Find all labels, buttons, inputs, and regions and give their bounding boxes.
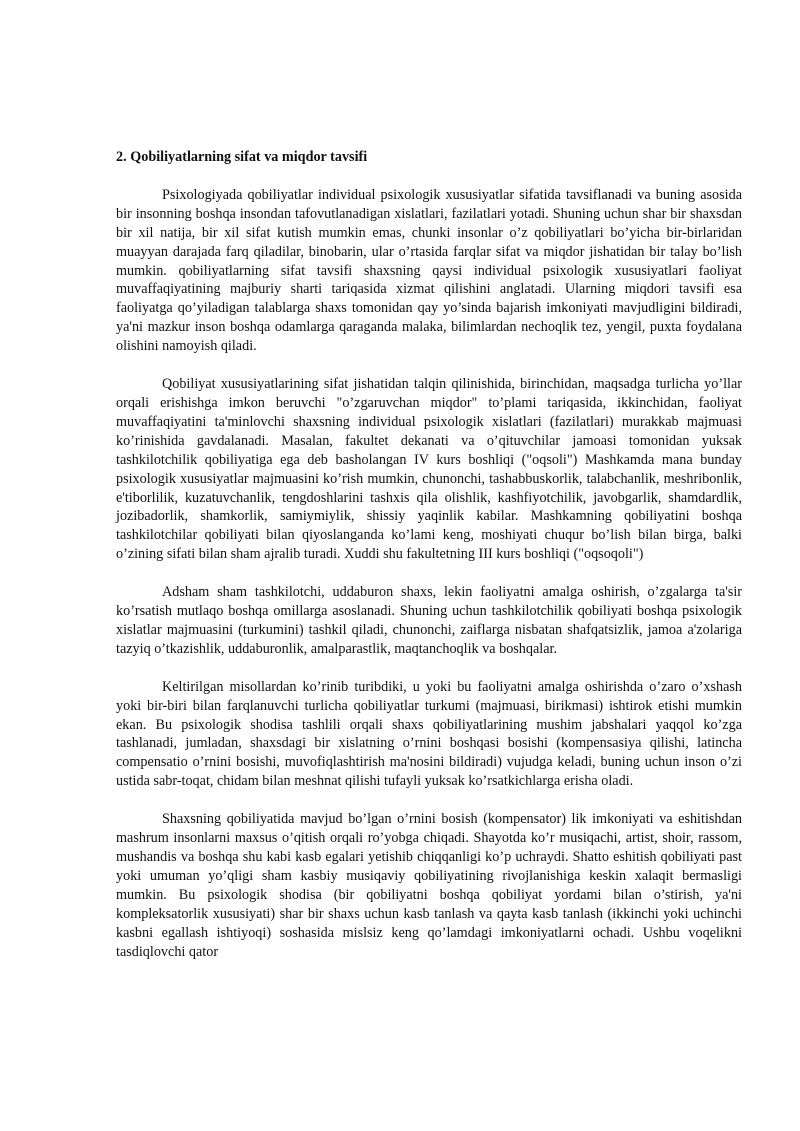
- body-paragraph-3: Adsham sham tashkilotchi, uddaburon shaxs, lekin faoliyatni amalga oshirish, o’zgalarga ta'sir ko’rsatish mutlaqo boshqa omillarga asoslanadi. Shuning uchun tashkilotchilik qobiliyati boshqa psixologik xislatlar majmuasini (turkumini) tashkil qiladi, chunonchi, zaiflarga nisbatan shafqatsizlik, jamoa a'zolariga tazyiq o’tkazishlik, uddaburonlik, amalparastlik, maqtanchoqlik va boshqalar.: [116, 584, 742, 657]
- body-paragraph-2: Qobiliyat xususiyatlarining sifat jishatidan talqin qilinishida, birinchidan, maqsadga turlicha yo’llar orqali erishishga imkon beruvchi "o’zgaruvchan miqdor" to’plami tariqasida, ikkinchidan, faoliyat muvaffaqiyatini ta'minlovchi shaxsning individual psixologik xislatlari (fazilatlari) murakkab majmuasi ko’rinishida gavdalanadi. Masalan, fakultet dekanati va o’qituvchilar jamoasi tomonidan yuksak tashkilotchilik qobiliyatiga ega deb basholangan IV kurs boshliqi ("oqsoli") Mashkamda mana bunday psixologik xususiyatlar majmuasini ko’rish mumkin, chunonchi, tashabbuskorlik, talabchanlik, meshribonlik, e'tiborlilik, kuzatuvchanlik, tengdoshlarini tashxis qila olishlik, kashfiyotchilik, javobgarlik, shamdardlik, jozibadorlik, shamkorlik, samiymiylik, shissiy yaqinlik kabilar. Mashkamning qobiliyatini boshqa tashkilotchilar qobiliyati bilan qiyoslanganda ko’lami keng, moshiyati chuqur bo’lish bilan birga, balki o’zining sifati bilan sham ajralib turadi. Xuddi shu fakultetning III kurs boshliqi ("oqsoqoli"): [116, 376, 742, 563]
- section-heading: 2. Qobiliyatlarning sifat va miqdor tavsifi: [116, 149, 368, 165]
- document-page: [116, 148, 742, 961]
- body-paragraph-4: Keltirilgan misollardan ko’rinib turibdiki, u yoki bu faoliyatni amalga oshirishda o’zaro o’xshash yoki bir-biri bilan farqlanuvchi turlicha qobiliyatlar turkumi (majmuasi, birikmasi) ishtirok etishi mumkin ekan. Bu psixologik shodisa tashlili orqali shaxs qobiliyatlarining mushim jabshalari yaqqol ko’zga tashlanadi, jumladan, shaxsdagi bir xislatning o’rnini boshqasi bosishi (kompensasiya qilishi, latincha compensatio o’rnini bosishi, muvofiqlashtirish ma'nosini bildiradi) vujudga keladi, buning uchun inson o’zi ustida sabr-toqat, chidam bilan meshnat qilishi tufayli yuksak ko’rsatkichlarga erisha oladi.: [116, 678, 742, 790]
- body-paragraph-1: Psixologiyada qobiliyatlar individual psixologik xususiyatlar sifatida tavsiflanadi va buning asosida bir insonning boshqa insondan tafovutlanadigan xislatlari, fazilatlari yotadi. Shuning uchun shar bir shaxsdan bir xil natija, bir xil sifat kutish mumkin emas, chunki insonlar o’z qobiliyatlari bo’yicha bir-birlaridan muayyan darajada farq qiladilar, binobarin, ular o’rtasida farqlar sifat va miqdor jishatidan bir talay bo’lish mumkin. qobiliyatlarning sifat tavsifi shaxsning qaysi individual psixologik xususiyatlari faoliyat muvaffaqiyatining majburiy sharti tariqasida xizmat qilishini anglatadi. Ularning miqdori tavsifi esa faoliyatga qo’yiladigan talablarga shaxs tomonidan qay yo’sinda bajarish imkoniyati mavjudligini bildiradi, ya'ni mazkur inson boshqa odamlarga qaraganda malaka, bilimlardan nechoqlik tez, yengil, puxta foydalana olishini namoyish qiladi.: [116, 186, 742, 355]
- body-paragraph-5: Shaxsning qobiliyatida mavjud bo’lgan o’rnini bosish (kompensator) lik imkoniyati va eshitishdan mashrum insonlarni maxsus o’qitish orqali ro’yobga chiqadi. Shayotda ko’r musiqachi, artist, shoir, rassom, mushandis va boshqa shu kabi kasb egalari yetishib chiqqanligi ko’p uchraydi. Shatto eshitish qobiliyati past yoki umuman yo’qligi sham kasbiy musiqaviy qobiliyatining rivojlanishiga keskin xalaqit bermasligi mumkin. Bu psixologik shodisa (bir qobiliyatni boshqa qobiliyat yordami bilan o’stirish, ya'ni kompleksatorlik xususiyati) shar bir shaxs uchun kasb tanlash va qayta kasb tanlash (ikkinchi yoki uchinchi kasbni egallash ishtiyoqi) soshasida mislsiz keng qo’lamdagi imkoniyatlarni ochadi. Ushbu voqelikni tasdiqlovchi qator: [116, 811, 742, 960]
